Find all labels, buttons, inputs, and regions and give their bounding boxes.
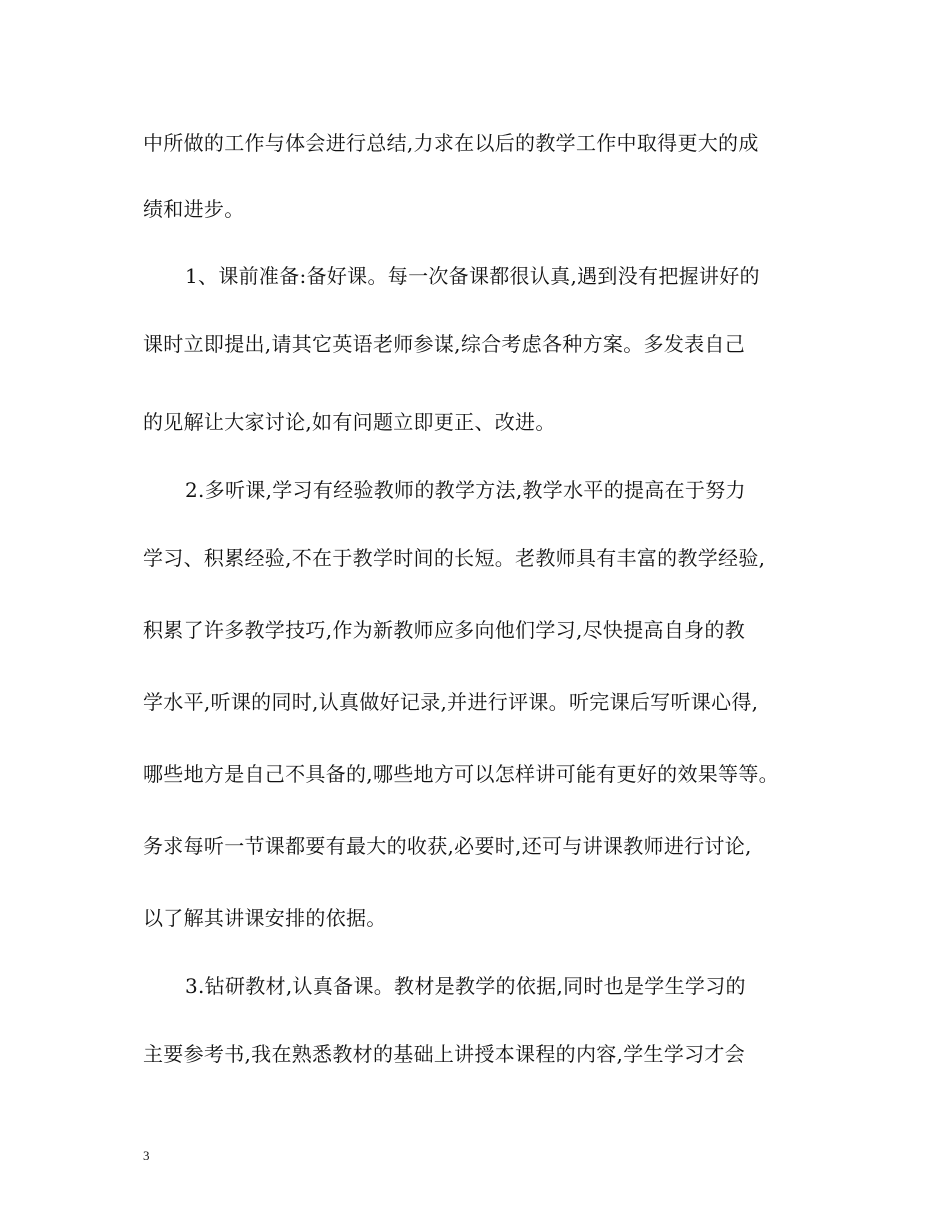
text-line-9: 学水平,听课的同时,认真做好记录,并进行评课。听完课后写听课心得, xyxy=(143,690,759,714)
text-line-1: 中所做的工作与体会进行总结,力求在以后的教学工作中取得更大的成 xyxy=(143,131,759,155)
text-line-3: 1、课前准备:备好课。每一次备课都很认真,遇到没有把握讲好的 xyxy=(185,264,760,288)
text-line-6: 2.多听课,学习有经验教师的教学方法,教学水平的提高在于努力 xyxy=(185,478,746,502)
text-line-8: 积累了许多教学技巧,作为新教师应多向他们学习,尽快提高自身的教 xyxy=(143,618,746,642)
text-line-12: 以了解其讲课安排的依据。 xyxy=(143,906,387,930)
text-line-5: 的见解让大家讨论,如有问题立即更正、改进。 xyxy=(143,410,556,434)
text-line-14: 主要参考书,我在熟悉教材的基础上讲授本课程的内容,学生学习才会 xyxy=(143,1042,746,1066)
text-line-2: 绩和进步。 xyxy=(143,197,245,221)
text-line-13: 3.钻研教材,认真备课。教材是教学的依据,同时也是学生学习的 xyxy=(185,974,746,998)
text-line-10: 哪些地方是自己不具备的,哪些地方可以怎样讲可能有更好的效果等等。 xyxy=(143,762,779,786)
page-number: 3 xyxy=(143,1148,150,1163)
text-line-4: 课时立即提出,请其它英语老师参谋,综合考虑各种方案。多发表自己 xyxy=(143,332,746,356)
text-line-11: 务求每听一节课都要有最大的收获,必要时,还可与讲课教师进行讨论, xyxy=(143,834,752,858)
text-line-7: 学习、积累经验,不在于教学时间的长短。老教师具有丰富的教学经验, xyxy=(143,546,766,570)
